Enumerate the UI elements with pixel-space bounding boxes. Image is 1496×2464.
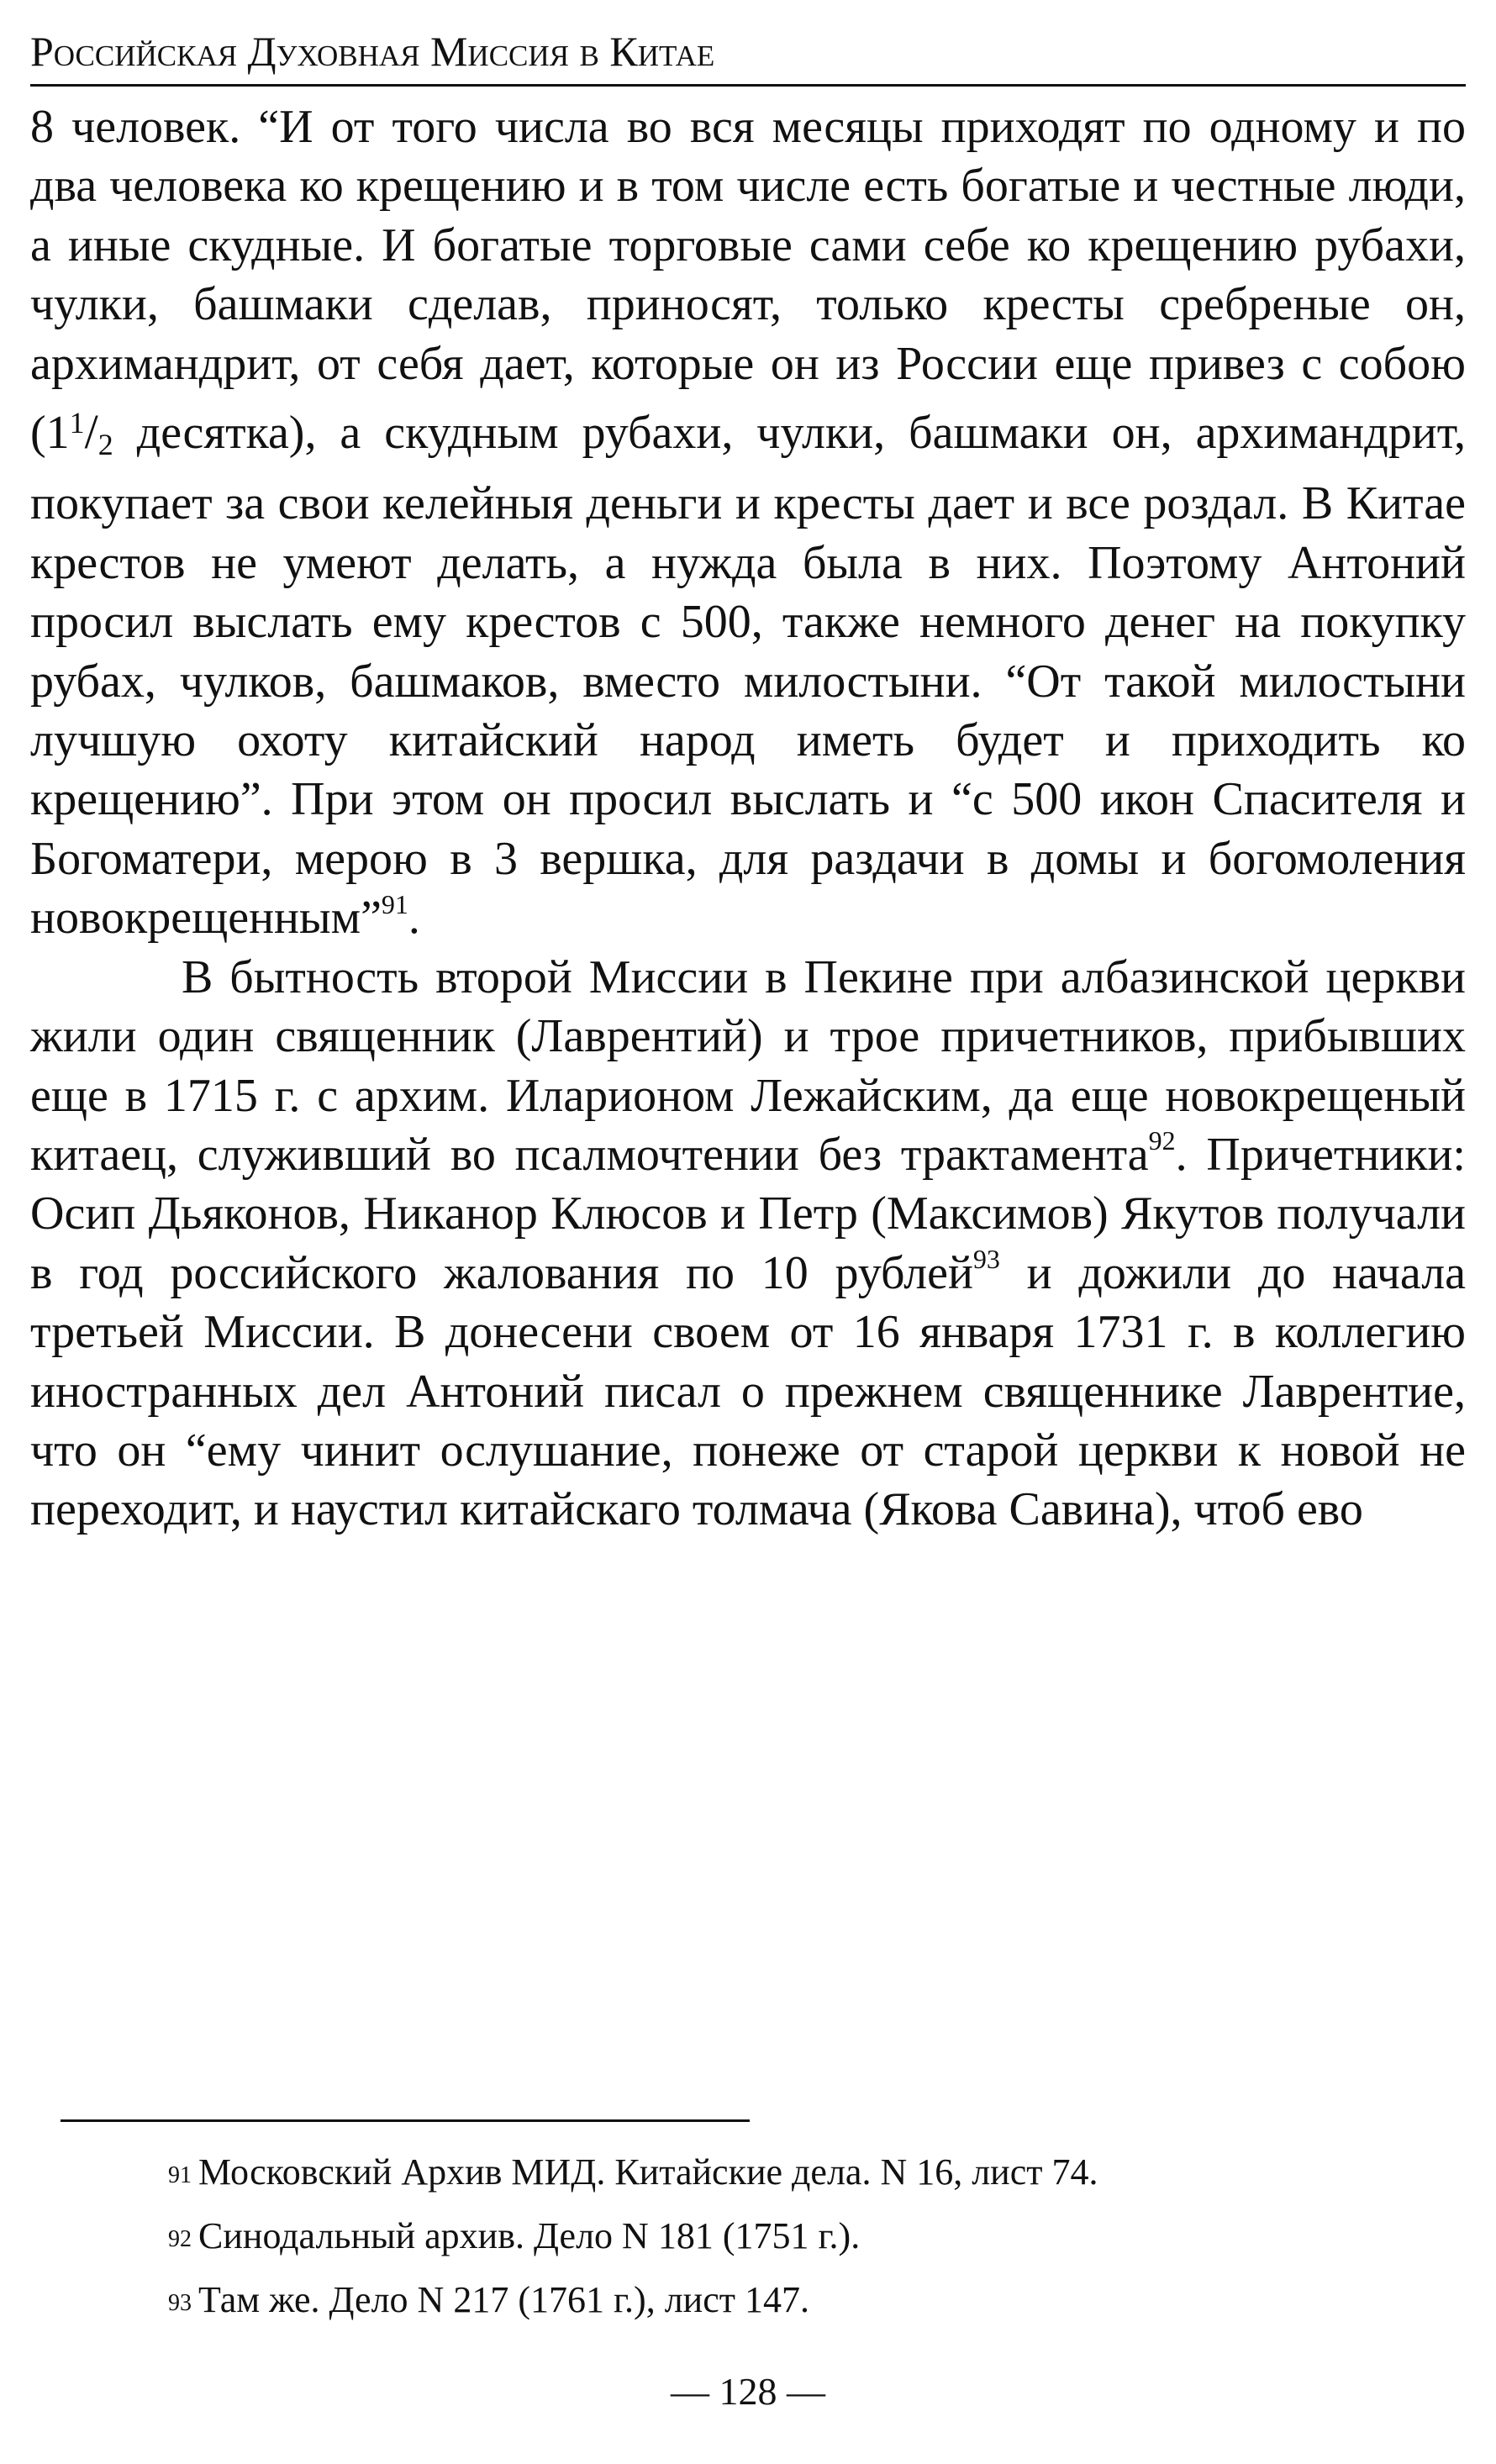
paragraph-continuation	[30, 97, 1466, 948]
paragraph-1-text-part-1: 8 человек. “И от того числа во вся месяцы приходят по одному и по два человека ко крещению и в том числе есть богатые и честные люди, а иные скудные. И богатые торговые сами себе ко крещению рубахи, чулки, башмаки сделав, приносят, только кресты сребреные он, архимандрит, от себя дает, которые он из России еще привез с собою (	[30, 101, 1466, 460]
footnote-reference-92: 92	[1148, 1125, 1176, 1156]
footnote-92	[168, 2207, 1429, 2271]
running-head: Российская Духовная Миссия в Китае	[30, 25, 1466, 87]
footnote-reference-91: 91	[381, 888, 408, 919]
fraction-one-and-half	[45, 404, 113, 462]
fraction-numerator: 1	[69, 406, 85, 440]
footnotes	[168, 2143, 1429, 2335]
book-page	[30, 25, 1466, 2437]
footnote-text: Там же. Дело N 217 (1761 г.), лист 147.	[198, 2279, 809, 2320]
paragraph-1-text-part-2: десятка), а скудным рубахи, чулки, башмаки он, архимандрит, покупает за свои келейныя деньги и кресты дает и все роздал. В Китае крестов не умеют делать, а нужда была в них. Поэтому Антоний просил выслать ему крестов с 500, также немного денег на покупку рубах, чулков, башмаков, вместо милостыни. “От такой милостыни лучшую охоту китайский народ иметь будет и приходить ко крещению”. При этом он просил выслать и “с 500 икон Спасителя и Богоматери, мерою в 3 вершка, для раздачи в домы и богомоления новокрещенным”	[30, 407, 1466, 945]
footnote-number: 92	[168, 2226, 192, 2252]
fraction-slash: /	[84, 404, 98, 460]
footnote-reference-93: 93	[972, 1244, 1000, 1275]
footnote-number: 93	[168, 2290, 192, 2316]
paragraph-2-text-part-1: В бытность второй Миссии в Пекине при албазинской церкви жили один священник (Лаврентий) и трое причетников, прибывших еще в 1715 г. с архим. Иларионом Лежайским, да еще новокрещеный китаец, служивший во псалмочтении без трактамента	[30, 950, 1466, 1181]
paragraph-2-text-part-3: и дожили до начала третьей Миссии. В донесени своем от 16 января 1731 г. в коллегию иностранных дел Антоний писал о прежнем священнике Лаврентие, что он “ему чинит ослушание, понеже от старой церкви к новой не переходит, и наустил китайскаго толмача (Якова Савина), чтоб ево	[30, 1246, 1467, 1536]
footnote-number: 91	[168, 2162, 192, 2188]
paragraph-1-text-part-3: .	[408, 892, 420, 945]
footnote-text: Синодальный архив. Дело N 181 (1751 г.).	[198, 2215, 861, 2256]
main-text	[30, 97, 1466, 1540]
footnote-text: Московский Архив МИД. Китайские дела. N 16, лист 74.	[198, 2151, 1098, 2193]
fraction-denominator: 2	[97, 428, 113, 462]
footnote-divider	[61, 2119, 750, 2122]
fraction-whole: 1	[45, 407, 70, 460]
footnote-93	[168, 2271, 1429, 2335]
paragraph-2-text-part-2: . Причетники: Осип Дьяконов, Никанор Клюсов и Петр (Максимов) Якутов получали в год российского жалования по 10 рублей	[30, 1128, 1466, 1299]
paragraph-second-mission	[30, 948, 1466, 1540]
page-number: — 128 —	[671, 2370, 825, 2413]
footnote-91	[168, 2143, 1429, 2207]
